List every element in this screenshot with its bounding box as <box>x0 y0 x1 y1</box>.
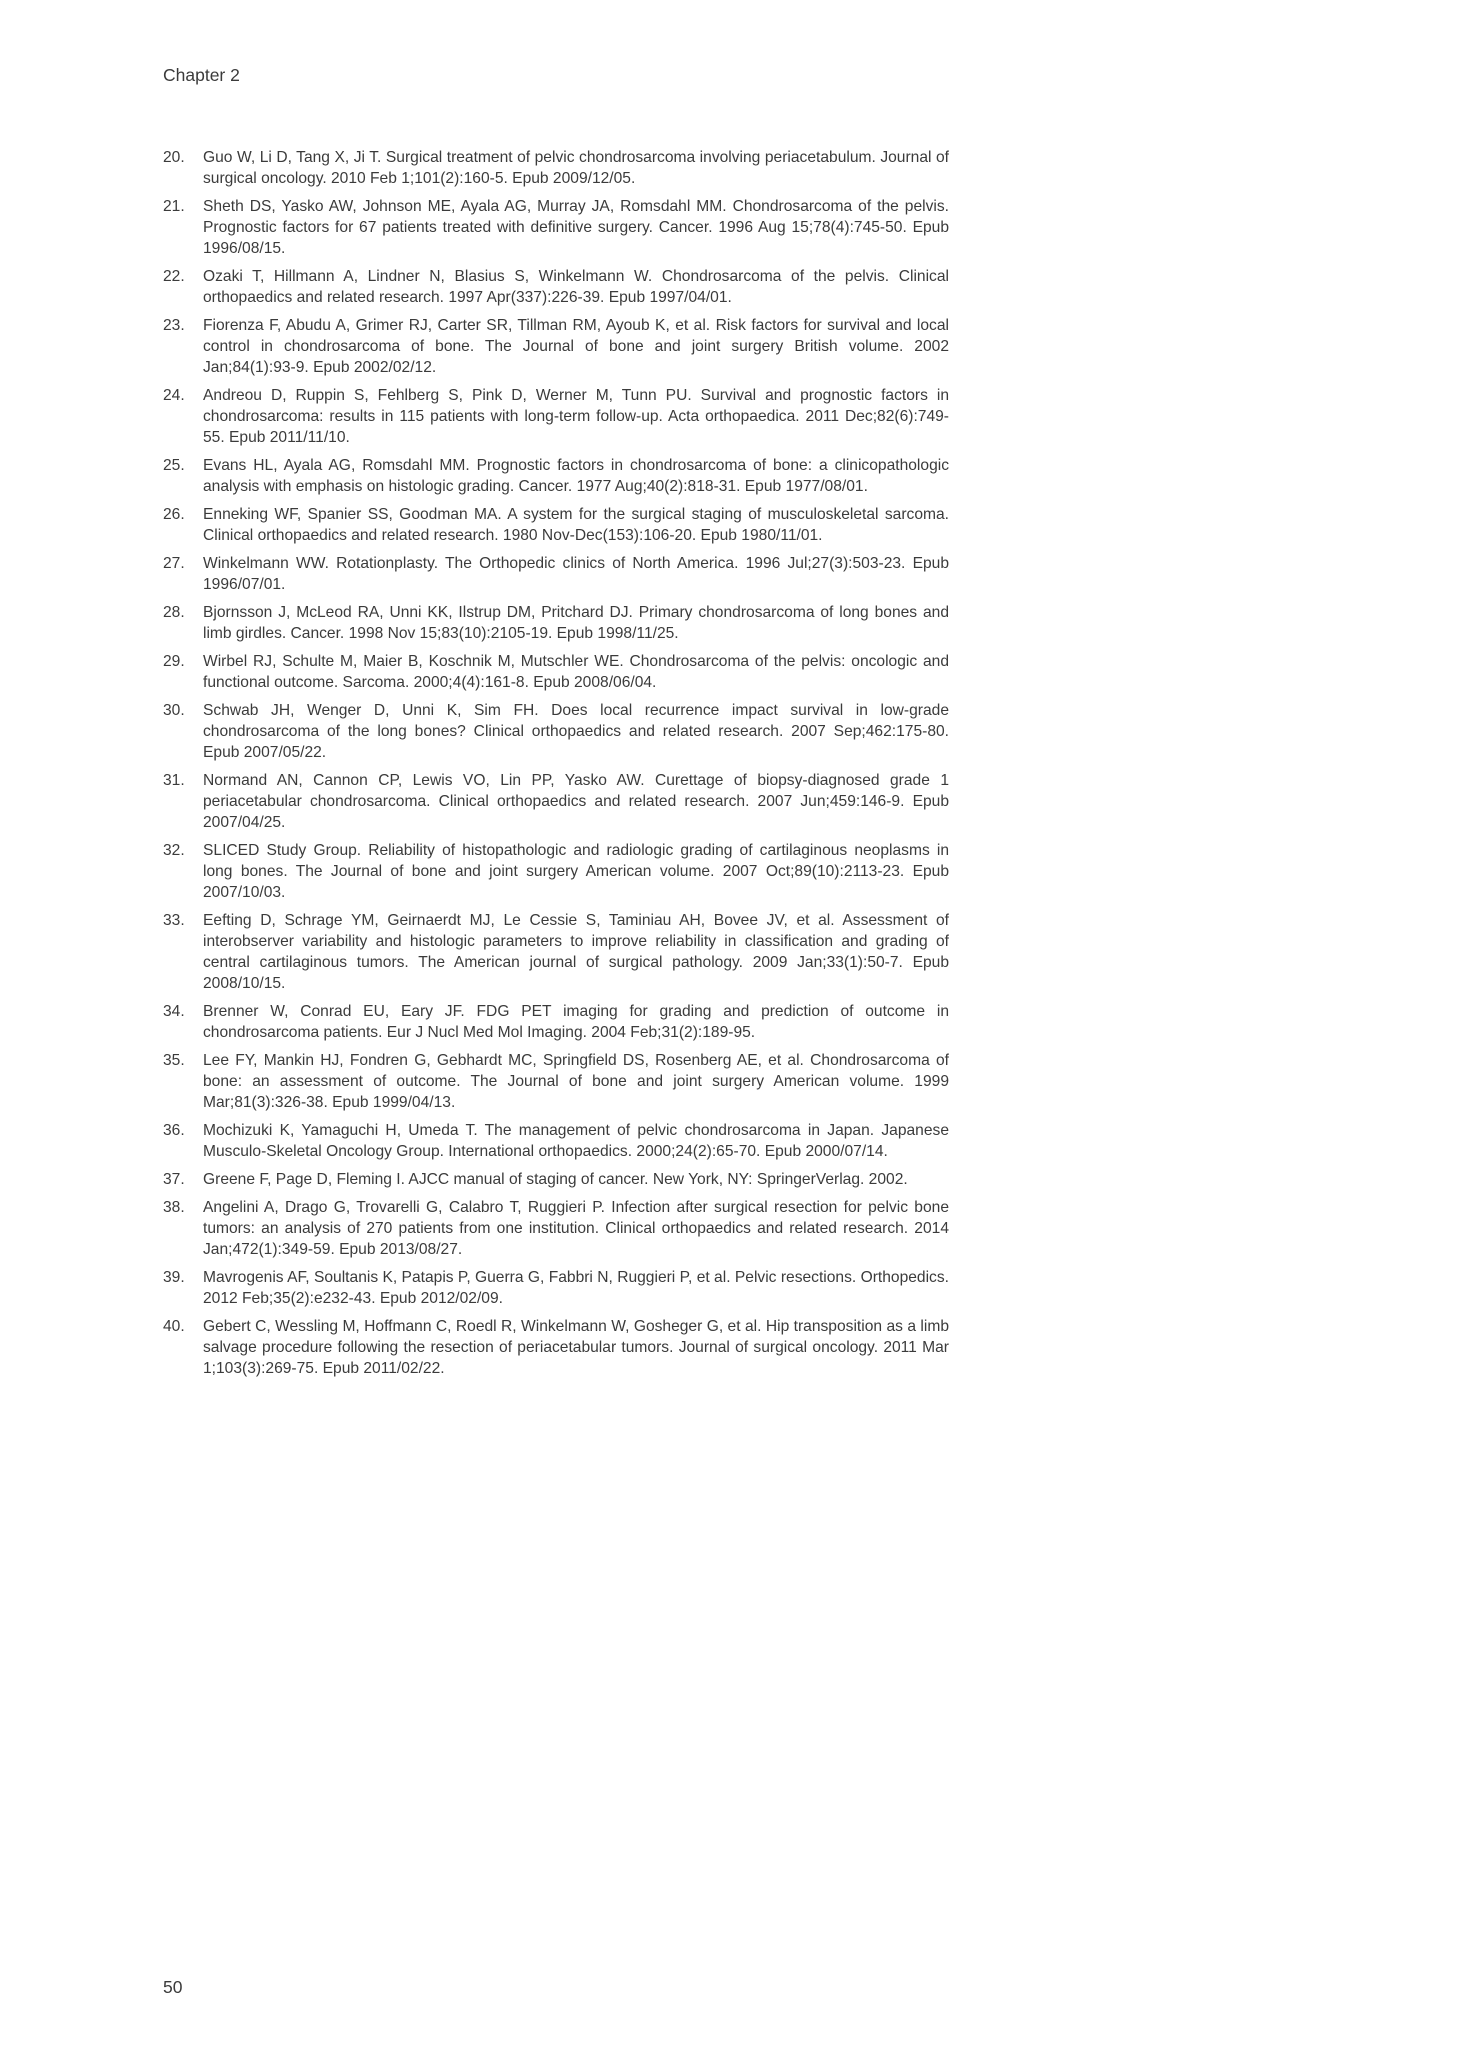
reference-number: 34. <box>163 1003 185 1020</box>
reference-number: 22. <box>163 268 185 285</box>
reference-item <box>163 1169 949 1190</box>
reference-number: 40. <box>163 1318 185 1335</box>
reference-number: 36. <box>163 1122 185 1139</box>
reference-number: 33. <box>163 912 185 929</box>
reference-text: Eefting D, Schrage YM, Geirnaerdt MJ, Le Cessie S, Taminiau AH, Bovee JV, et al. Assessment of interobserver variability and histologic parameters to improve reliability in classification and grading of central cartilaginous tumors. The American journal of surgical pathology. 2009 Jan;33(1):50-7. Epub 2008/10/15. <box>203 912 949 992</box>
reference-item <box>163 1120 949 1162</box>
reference-item <box>163 840 949 903</box>
reference-number: 31. <box>163 772 185 789</box>
reference-item <box>163 196 949 259</box>
reference-number: 39. <box>163 1269 185 1286</box>
reference-text: Normand AN, Cannon CP, Lewis VO, Lin PP, Yasko AW. Curettage of biopsy-diagnosed grade 1 periacetabular chondrosarcoma. Clinical orthopaedics and related research. 2007 Jun;459:146-9. Epub 2007/04/25. <box>203 772 949 831</box>
reference-item <box>163 1050 949 1113</box>
reference-text: Schwab JH, Wenger D, Unni K, Sim FH. Does local recurrence impact survival in low-grade chondrosarcoma of the long bones? Clinical orthopaedics and related research. 2007 Sep;462:175-80. Epub 2007/05/22. <box>203 702 949 761</box>
reference-item <box>163 266 949 308</box>
reference-text: Sheth DS, Yasko AW, Johnson ME, Ayala AG, Murray JA, Romsdahl MM. Chondrosarcoma of the pelvis. Prognostic factors for 67 patients treated with definitive surgery. Cancer. 1996 Aug 15;78(4):745-50. Epub 1996/08/15. <box>203 198 949 257</box>
reference-number: 24. <box>163 387 185 404</box>
reference-item <box>163 1197 949 1260</box>
reference-text: Angelini A, Drago G, Trovarelli G, Calabro T, Ruggieri P. Infection after surgical resection for pelvic bone tumors: an analysis of 270 patients from one institution. Clinical orthopaedics and related research. 2014 Jan;472(1):349-59. Epub 2013/08/27. <box>203 1199 949 1258</box>
reference-item <box>163 455 949 497</box>
reference-item <box>163 910 949 994</box>
reference-text: Mavrogenis AF, Soultanis K, Patapis P, Guerra G, Fabbri N, Ruggieri P, et al. Pelvic resections. Orthopedics. 2012 Feb;35(2):e232-43. Epub 2012/02/09. <box>203 1269 949 1307</box>
reference-number: 26. <box>163 506 185 523</box>
reference-text: Evans HL, Ayala AG, Romsdahl MM. Prognostic factors in chondrosarcoma of bone: a clinicopathologic analysis with emphasis on histologic grading. Cancer. 1977 Aug;40(2):818-31. Epub 1977/08/01. <box>203 457 949 495</box>
reference-item <box>163 651 949 693</box>
reference-item <box>163 1316 949 1379</box>
reference-number: 37. <box>163 1171 185 1188</box>
reference-item <box>163 385 949 448</box>
reference-number: 32. <box>163 842 185 859</box>
reference-text: Ozaki T, Hillmann A, Lindner N, Blasius S, Winkelmann W. Chondrosarcoma of the pelvis. Clinical orthopaedics and related research. 1997 Apr(337):226-39. Epub 1997/04/01. <box>203 268 949 306</box>
reference-text: Winkelmann WW. Rotationplasty. The Orthopedic clinics of North America. 1996 Jul;27(3):503-23. Epub 1996/07/01. <box>203 555 949 593</box>
reference-number: 25. <box>163 457 185 474</box>
reference-number: 30. <box>163 702 185 719</box>
reference-item <box>163 700 949 763</box>
reference-number: 35. <box>163 1052 185 1069</box>
reference-text: Guo W, Li D, Tang X, Ji T. Surgical treatment of pelvic chondrosarcoma involving periacetabulum. Journal of surgical oncology. 2010 Feb 1;101(2):160-5. Epub 2009/12/05. <box>203 149 949 187</box>
reference-number: 27. <box>163 555 185 572</box>
reference-text: Mochizuki K, Yamaguchi H, Umeda T. The management of pelvic chondrosarcoma in Japan. Japanese Musculo-Skeletal Oncology Group. International orthopaedics. 2000;24(2):65-70. Epub 2000/07/14. <box>203 1122 949 1160</box>
reference-number: 38. <box>163 1199 185 1216</box>
reference-item <box>163 553 949 595</box>
reference-text: Lee FY, Mankin HJ, Fondren G, Gebhardt MC, Springfield DS, Rosenberg AE, et al. Chondrosarcoma of bone: an assessment of outcome. The Journal of bone and joint surgery American volume. 1999 Mar;81(3):326-38. Epub 1999/04/13. <box>203 1052 949 1111</box>
reference-item <box>163 1267 949 1309</box>
reference-text: Andreou D, Ruppin S, Fehlberg S, Pink D, Werner M, Tunn PU. Survival and prognostic factors in chondrosarcoma: results in 115 patients with long-term follow-up. Acta orthopaedica. 2011 Dec;82(6):749-55. Epub 2011/11/10. <box>203 387 949 446</box>
reference-text: Enneking WF, Spanier SS, Goodman MA. A system for the surgical staging of musculoskeletal sarcoma. Clinical orthopaedics and related research. 1980 Nov-Dec(153):106-20. Epub 1980/11/01. <box>203 506 949 544</box>
reference-item <box>163 504 949 546</box>
reference-item <box>163 770 949 833</box>
reference-text: Wirbel RJ, Schulte M, Maier B, Koschnik M, Mutschler WE. Chondrosarcoma of the pelvis: oncologic and functional outcome. Sarcoma. 2000;4(4):161-8. Epub 2008/06/04. <box>203 653 949 691</box>
reference-number: 23. <box>163 317 185 334</box>
reference-text: Bjornsson J, McLeod RA, Unni KK, Ilstrup DM, Pritchard DJ. Primary chondrosarcoma of long bones and limb girdles. Cancer. 1998 Nov 15;83(10):2105-19. Epub 1998/11/25. <box>203 604 949 642</box>
page-number: 50 <box>163 1977 183 1997</box>
reference-number: 20. <box>163 149 185 166</box>
reference-item <box>163 315 949 378</box>
reference-number: 29. <box>163 653 185 670</box>
reference-text: Brenner W, Conrad EU, Eary JF. FDG PET imaging for grading and prediction of outcome in chondrosarcoma patients. Eur J Nucl Med Mol Imaging. 2004 Feb;31(2):189-95. <box>203 1003 949 1041</box>
reference-text: Gebert C, Wessling M, Hoffmann C, Roedl R, Winkelmann W, Gosheger G, et al. Hip transposition as a limb salvage procedure following the resection of periacetabular tumors. Journal of surgical oncology. 2011 Mar 1;103(3):269-75. Epub 2011/02/22. <box>203 1318 949 1377</box>
reference-text: SLICED Study Group. Reliability of histopathologic and radiologic grading of cartilaginous neoplasms in long bones. The Journal of bone and joint surgery American volume. 2007 Oct;89(10):2113-23. Epub 2007/10/03. <box>203 842 949 901</box>
reference-number: 28. <box>163 604 185 621</box>
reference-list <box>163 147 949 1386</box>
reference-text: Greene F, Page D, Fleming I. AJCC manual of staging of cancer. New York, NY: SpringerVerlag. 2002. <box>203 1171 908 1188</box>
reference-number: 21. <box>163 198 185 215</box>
reference-item <box>163 147 949 189</box>
chapter-header: Chapter 2 <box>163 65 240 85</box>
reference-item <box>163 602 949 644</box>
reference-item <box>163 1001 949 1043</box>
reference-text: Fiorenza F, Abudu A, Grimer RJ, Carter SR, Tillman RM, Ayoub K, et al. Risk factors for survival and local control in chondrosarcoma of bone. The Journal of bone and joint surgery British volume. 2002 Jan;84(1):93-9. Epub 2002/02/12. <box>203 317 949 376</box>
